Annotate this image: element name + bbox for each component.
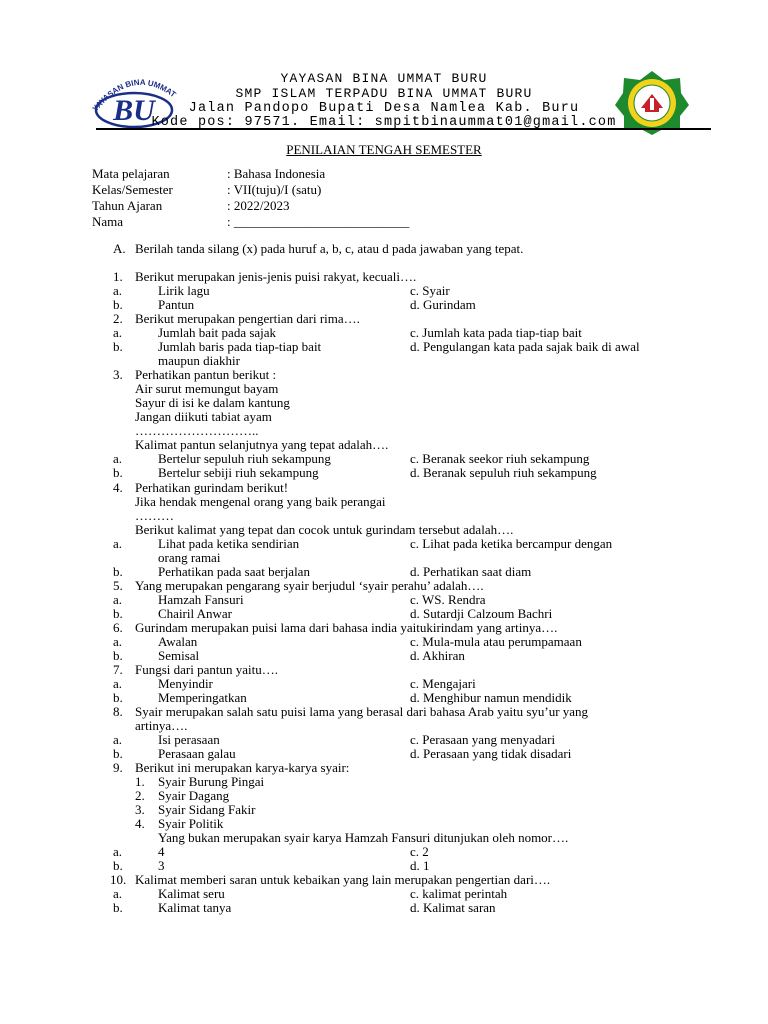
question-text-line: Perhatikan pantun berikut : (135, 367, 277, 382)
question-text-line: a. (113, 844, 123, 859)
question-text-line: a. (113, 283, 123, 298)
question-text-line: Jumlah bait pada sajak (158, 325, 277, 340)
question-text-line: d. Akhiran (410, 648, 465, 663)
question-text-line: 2. (135, 788, 145, 803)
question-text-line: 10. (110, 872, 127, 887)
question-text-line: c. Mengajari (410, 676, 476, 691)
question-text-line: 4. (135, 816, 145, 831)
question-text-line: Yang merupakan pengarang syair berjudul ‘syair perahu’ adalah…. (135, 578, 484, 593)
question-text-line: d. Gurindam (410, 297, 476, 312)
page-title: PENILAIAN TENGAH SEMESTER (286, 142, 482, 157)
question-text-line: Syair merupakan salah satu puisi lama yang berasal dari bahasa Arab yaitu syu’ur yang (135, 704, 589, 719)
question-text-line: Sayur di isi ke dalam kantung (135, 395, 290, 410)
question-text-line: a. (113, 676, 123, 691)
question-text-line: Kalimat pantun selanjutnya yang tepat adalah…. (135, 437, 389, 452)
school-name: SMP ISLAM TERPADU BINA UMMAT BURU (235, 86, 533, 101)
question-text-line: Pantun (158, 297, 195, 312)
question-text-line: Syair Sidang Fakir (158, 802, 256, 817)
question-text-line: Lihat pada ketika sendirian (158, 536, 300, 551)
question-text-line: Menyindir (158, 676, 213, 691)
question-text-line: Berikut kalimat yang tepat dan cocok untuk gurindam tersebut adalah…. (135, 522, 514, 537)
question-text-line: 5. (113, 578, 123, 593)
school-address: Jalan Pandopo Bupati Desa Namlea Kab. Buru (188, 101, 580, 116)
question-text-line: Berikut merupakan pengertian dari rima…. (135, 311, 360, 326)
question-text-line: a. (113, 886, 123, 901)
question-text-line: a. (113, 634, 123, 649)
question-text-line: c. WS. Rendra (410, 592, 486, 607)
question-text-line: Perhatikan gurindam berikut! (135, 480, 289, 495)
question-text-line: b. (113, 564, 123, 579)
question-text-line: 4 (158, 844, 165, 859)
question-text-line: d. Perasaan yang tidak disadari (410, 746, 572, 761)
identity-value: : VII(tuju)/I (satu) (227, 182, 322, 197)
question-text-line: Kalimat seru (158, 886, 225, 901)
question-text-line: Chairil Anwar (158, 606, 233, 621)
question-text-line: Fungsi dari pantun yaitu…. (135, 662, 278, 677)
question-text-line: Yang bukan merupakan syair karya Hamzah Fansuri ditunjukan oleh nomor…. (158, 830, 569, 845)
question-text-line: d. Menghibur namun mendidik (410, 690, 572, 705)
question-text-line: Jumlah baris pada tiap-tiap bait (158, 339, 322, 354)
identity-value: : ___________________________ (227, 214, 410, 229)
question-text-line: Perasaan galau (158, 746, 236, 761)
question-text-line: Bertelur sepuluh riuh sekampung (158, 451, 331, 466)
question-text-line: Syair Politik (158, 816, 224, 831)
question-text-line: 8. (113, 704, 123, 719)
question-text-line: 9. (113, 760, 123, 775)
question-text-line: Gurindam merupakan puisi lama dari bahasa india yaitukirindam yang artinya…. (135, 620, 558, 635)
identity-label: Mata pelajaran (92, 166, 170, 181)
question-text-line: 2. (113, 311, 123, 326)
question-text-line: c. Syair (410, 283, 450, 298)
question-text-line: a. (113, 451, 123, 466)
question-text-line: Semisal (158, 648, 200, 663)
logo-left-arc-text: YAYASAN BINA UMMAT (90, 77, 178, 114)
question-text-line: 6. (113, 620, 123, 635)
question-text-line: 7. (113, 662, 123, 677)
question-text-line: Lirik lagu (158, 283, 210, 298)
question-text-line: c. Lihat pada ketika bercampur dengan (410, 536, 613, 551)
question-text-line: 3. (135, 802, 145, 817)
question-text-line: b. (113, 648, 123, 663)
question-text-line: d. Sutardji Calzoum Bachri (410, 606, 553, 621)
question-text-line: b. (113, 339, 123, 354)
question-text-line: Air surut memungut bayam (135, 381, 279, 396)
question-text-line: Isi perasaan (158, 732, 220, 747)
question-text-line: d. 1 (410, 858, 430, 873)
identity-value: : Bahasa Indonesia (227, 166, 326, 181)
question-text-line: d. Pengulangan kata pada sajak baik di awal (410, 339, 640, 354)
question-text-line: ……………………….. (135, 423, 259, 438)
question-text-line: b. (113, 690, 123, 705)
question-text-line: Berikut ini merupakan karya-karya syair: (135, 760, 350, 775)
question-text-line: c. 2 (410, 844, 429, 859)
school-contact: Kode pos: 97571. Email: smpitbinaummat01@gmail.com (151, 115, 617, 130)
question-text-line: orang ramai (158, 550, 221, 565)
question-text-line: 1. (113, 269, 123, 284)
question-text-line: b. (113, 858, 123, 873)
question-text-line: c. Mula-mula atau perumpamaan (410, 634, 582, 649)
identity-label: Kelas/Semester (92, 182, 173, 197)
question-text-line: a. (113, 325, 123, 340)
question-text-line: Awalan (158, 634, 198, 649)
identity-value: : 2022/2023 (227, 198, 290, 213)
question-text-line: c. Beranak seekor riuh sekampung (410, 451, 590, 466)
question-text-line: 3. (113, 367, 123, 382)
question-text-line: artinya…. (135, 718, 188, 733)
question-text-line: Syair Burung Pingai (158, 774, 265, 789)
question-text-line: d. Perhatikan saat diam (410, 564, 532, 579)
question-text-line: d. Beranak sepuluh riuh sekampung (410, 465, 597, 480)
question-text-line: c. kalimat perintah (410, 886, 508, 901)
question-text-line: maupun diakhir (158, 353, 240, 368)
identity-label: Tahun Ajaran (92, 198, 163, 213)
section-instruction: Berilah tanda silang (x) pada huruf a, b, c, atau d pada jawaban yang tepat. (135, 241, 524, 256)
question-text-line: b. (113, 746, 123, 761)
question-text-line: a. (113, 536, 123, 551)
question-text-line: Jangan diikuti tabiat ayam (135, 409, 272, 424)
question-text-line: c. Jumlah kata pada tiap-tiap bait (410, 325, 582, 340)
header-divider (96, 128, 711, 130)
question-text-line: Perhatikan pada saat berjalan (158, 564, 310, 579)
question-text-line: 3 (158, 858, 165, 873)
identity-label: Nama (92, 214, 124, 229)
question-text-line: b. (113, 297, 123, 312)
question-text-line: Bertelur sebiji riuh sekampung (158, 465, 319, 480)
question-text-line: 4. (113, 480, 123, 495)
question-text-line: a. (113, 592, 123, 607)
section-letter: A. (113, 241, 126, 256)
question-text-line: c. Perasaan yang menyadari (410, 732, 556, 747)
foundation-name: YAYASAN BINA UMMAT BURU (280, 71, 488, 86)
logo-left-monogram: BU (113, 94, 155, 127)
question-text-line: d. Kalimat saran (410, 900, 496, 915)
question-text-line: 1. (135, 774, 145, 789)
question-text-line: Kalimat memberi saran untuk kebaikan yang lain merupakan pengertian dari…. (135, 872, 551, 887)
question-text-line: Memperingatkan (158, 690, 247, 705)
question-text-line: Kalimat tanya (158, 900, 232, 915)
question-text-line: Jika hendak mengenal orang yang baik perangai (135, 494, 386, 509)
question-text-line: Berikut merupakan jenis-jenis puisi rakyat, kecuali…. (135, 269, 417, 284)
question-text-line: a. (113, 732, 123, 747)
question-text-line: Syair Dagang (158, 788, 230, 803)
question-text-line: Hamzah Fansuri (158, 592, 244, 607)
question-text-line: b. (113, 900, 123, 915)
question-text-line: b. (113, 606, 123, 621)
question-text-line: ……… (135, 508, 174, 523)
question-text-line: b. (113, 465, 123, 480)
